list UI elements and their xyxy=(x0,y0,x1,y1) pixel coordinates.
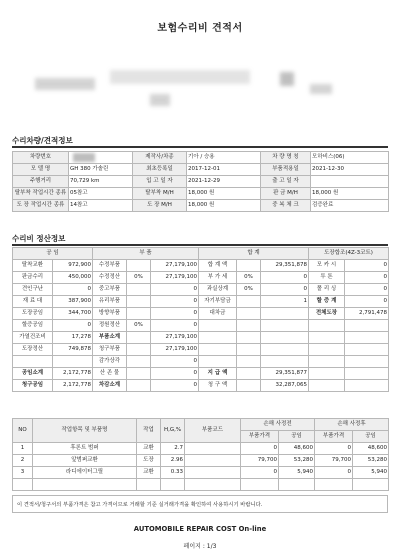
cost-value: 29,351,878 xyxy=(261,260,309,272)
cost-value xyxy=(345,380,389,392)
cost-label: 청 구 액 xyxy=(199,380,237,392)
cost-value: 0 xyxy=(345,296,389,308)
cost-rate xyxy=(127,284,151,296)
items-header-work: 작업 xyxy=(137,419,161,443)
cost-value: 0 xyxy=(261,272,309,284)
items-header-name: 작업항목 및 부품명 xyxy=(33,419,137,443)
cost-label xyxy=(309,332,345,344)
cost-label: 청구공임 xyxy=(13,380,53,392)
cost-value xyxy=(345,344,389,356)
cost-value xyxy=(345,356,389,368)
vehicle-info-label: 차 량 명 칭 xyxy=(261,152,311,164)
vehicle-info-value: 2021-12-29 xyxy=(187,176,261,188)
cost-rate xyxy=(237,260,261,272)
cost-rate xyxy=(127,332,151,344)
cost-label: 청구부품 xyxy=(93,344,127,356)
cost-value: 0 xyxy=(151,368,199,380)
vehicle-info-row xyxy=(13,164,389,176)
cost-header-total: 합 계 xyxy=(199,248,309,260)
vehicle-info-value: 18,000 원 xyxy=(311,188,389,200)
redacted-header-block xyxy=(35,78,95,90)
cost-value: 27,179,100 xyxy=(151,344,199,356)
vehicle-info-value: 70,729 km xyxy=(69,176,133,188)
items-header-mh: H,G,% xyxy=(161,419,185,443)
cost-label: 차감소계 xyxy=(93,380,127,392)
work-item-work xyxy=(137,479,161,491)
vehicle-info-label: 차량번호 xyxy=(13,152,69,164)
cost-rate: 0% xyxy=(127,320,151,332)
vehicle-info-value: 검증완료 xyxy=(311,200,389,212)
cost-row xyxy=(13,320,389,332)
cost-value: 2,791,478 xyxy=(345,308,389,320)
cost-rate xyxy=(127,368,151,380)
cost-label: 유리부품 xyxy=(93,296,127,308)
cost-label: 판금수리 xyxy=(13,272,53,284)
cost-rate xyxy=(127,260,151,272)
vehicle-info-value: 모하비스(06) xyxy=(311,152,389,164)
cost-label xyxy=(309,344,345,356)
vehicle-info-label: 도 장 작업시간 종류 xyxy=(13,200,69,212)
cost-value: 344,700 xyxy=(53,308,93,320)
cost-value: 1 xyxy=(261,296,309,308)
cost-label: 수정정산 xyxy=(93,272,127,284)
cost-value: 0 xyxy=(151,380,199,392)
cost-value: 0 xyxy=(53,320,93,332)
cost-value: 2,172,778 xyxy=(53,380,93,392)
vehicle-info-value: 14참고 xyxy=(69,200,133,212)
work-item-code xyxy=(185,443,241,455)
cost-value: 749,878 xyxy=(53,344,93,356)
work-item-code xyxy=(185,455,241,467)
cost-label: 가열건조비 xyxy=(13,332,53,344)
document-title: 보험수리비 견적서 xyxy=(157,23,243,34)
work-item-work: 교환 xyxy=(137,467,161,479)
work-item-no: 1 xyxy=(13,443,33,455)
cost-value xyxy=(345,320,389,332)
cost-label: 견인구난 xyxy=(13,284,53,296)
cost-rate xyxy=(237,308,261,320)
vehicle-info-value: GH 380 가솔린 xyxy=(69,164,133,176)
vehicle-info-label: 제작사/차종 xyxy=(133,152,187,164)
vehicle-info-label: 입 고 일 자 xyxy=(133,176,187,188)
work-item-mh xyxy=(161,479,185,491)
redacted-header-block xyxy=(110,70,250,84)
work-item-mh: 2.7 xyxy=(161,443,185,455)
vehicle-info-label: 출 고 일 자 xyxy=(261,176,311,188)
work-item-sa-parts xyxy=(241,479,279,491)
work-item-sb-parts: 0 xyxy=(315,467,353,479)
vehicle-info-label: 탈부착 작업시간 종류 xyxy=(13,188,69,200)
work-item-row xyxy=(13,455,389,467)
vehicle-info-label: 부품적용일 xyxy=(261,164,311,176)
cost-rate xyxy=(237,344,261,356)
cost-value: 0 xyxy=(151,284,199,296)
work-item-work: 도장 xyxy=(137,455,161,467)
cost-rate xyxy=(237,380,261,392)
items-header-before-parts: 부품가격 xyxy=(241,431,279,443)
work-item-sb-parts: 0 xyxy=(315,443,353,455)
work-item-mh: 2.96 xyxy=(161,455,185,467)
cost-rate xyxy=(237,356,261,368)
cost-rate xyxy=(127,380,151,392)
cost-label: 도장공임 xyxy=(13,308,53,320)
work-item-row xyxy=(13,467,389,479)
work-item-sb-parts xyxy=(315,479,353,491)
cost-section-rule xyxy=(12,244,388,246)
disclaimer-note: 이 견적서/청구서의 부품가격은 참고 가격이므로 거래할 기준 실거래가격을 확인하여 사용하시기 바랍니다. xyxy=(12,495,388,513)
cost-value xyxy=(261,320,309,332)
cost-rate xyxy=(127,296,151,308)
work-item-sa-labor xyxy=(279,479,315,491)
vehicle-info-row xyxy=(13,200,389,212)
cost-label xyxy=(309,368,345,380)
cost-label xyxy=(199,332,237,344)
vehicle-info-value: 18,000 원 xyxy=(187,188,261,200)
cost-label: 모 카 시 xyxy=(309,260,345,272)
cost-value: 450,000 xyxy=(53,272,93,284)
cost-header-paint: 도장합조(4Z-3코트) xyxy=(309,248,389,260)
cost-rate xyxy=(127,344,151,356)
cost-row xyxy=(13,260,389,272)
work-item-row xyxy=(13,479,389,491)
vehicle-section-rule xyxy=(12,146,388,148)
cost-value: 0 xyxy=(151,320,199,332)
cost-row xyxy=(13,380,389,392)
work-item-mh: 0.33 xyxy=(161,467,185,479)
cost-label xyxy=(13,356,53,368)
cost-label xyxy=(199,344,237,356)
cost-label xyxy=(199,320,237,332)
work-item-sa-parts: 0 xyxy=(241,443,279,455)
cost-label: 재 료 대 xyxy=(13,296,53,308)
work-item-sb-labor: 53,280 xyxy=(353,455,389,467)
cost-label: 정원정산 xyxy=(93,320,127,332)
cost-row xyxy=(13,368,389,380)
cost-label: 합 계 액 xyxy=(199,260,237,272)
cost-value xyxy=(261,356,309,368)
work-item-sa-labor: 48,600 xyxy=(279,443,315,455)
cost-value: 0 xyxy=(151,356,199,368)
cost-rate xyxy=(237,368,261,380)
cost-value xyxy=(345,368,389,380)
cost-value: 0 xyxy=(53,284,93,296)
cost-label: 공임소계 xyxy=(13,368,53,380)
cost-label: 폴 리 싱 xyxy=(309,284,345,296)
work-item-sa-labor: 5,940 xyxy=(279,467,315,479)
work-item-name: 후론트 범퍼 xyxy=(33,443,137,455)
vehicle-info-label: 도 장 M/H xyxy=(133,200,187,212)
vehicle-info-label: 판 금 M/H xyxy=(261,188,311,200)
work-item-sb-labor xyxy=(353,479,389,491)
vehicle-info-label: 주행거리 xyxy=(13,176,69,188)
vehicle-info-label: 탈부착 M/H xyxy=(133,188,187,200)
cost-value: 0 xyxy=(345,272,389,284)
vehicle-info-value: 05참고 xyxy=(69,188,133,200)
items-header-code: 부품코드 xyxy=(185,419,241,443)
vehicle-info-row xyxy=(13,152,389,164)
cost-value xyxy=(261,332,309,344)
cost-rate: 0% xyxy=(237,284,261,296)
work-item-sa-parts: 0 xyxy=(241,467,279,479)
cost-value: 29,351,877 xyxy=(261,368,309,380)
vehicle-info-value: 2017-12-01 xyxy=(187,164,261,176)
cost-rate xyxy=(237,296,261,308)
vehicle-info-value xyxy=(69,152,133,164)
cost-value xyxy=(53,356,93,368)
work-item-code xyxy=(185,479,241,491)
items-header-after-labor: 공임 xyxy=(353,431,389,443)
cost-label: 산 존 물 xyxy=(93,368,127,380)
cost-label xyxy=(199,356,237,368)
cost-value: 0 xyxy=(261,284,309,296)
cost-header-parts: 부 품 xyxy=(93,248,199,260)
cost-value xyxy=(261,344,309,356)
cost-value: 387,900 xyxy=(53,296,93,308)
cost-row xyxy=(13,356,389,368)
vehicle-section-title: 수리차량/견적정보 xyxy=(12,136,73,145)
cost-value: 972,900 xyxy=(53,260,93,272)
cost-label: 할증공임 xyxy=(13,320,53,332)
cost-label: 과실상계 xyxy=(199,284,237,296)
cost-section-title: 수리비 정산정보 xyxy=(12,234,66,243)
work-item-sb-labor: 5,940 xyxy=(353,467,389,479)
cost-rate: 0% xyxy=(237,272,261,284)
redacted-header-block xyxy=(150,94,170,106)
work-item-name: 라디에이터그릴 xyxy=(33,467,137,479)
cost-value: 17,278 xyxy=(53,332,93,344)
vehicle-info-value xyxy=(311,176,389,188)
vehicle-info-label: 최초등록일 xyxy=(133,164,187,176)
cost-row xyxy=(13,284,389,296)
cost-value xyxy=(261,308,309,320)
vehicle-info-value: 기아 / 승용 xyxy=(187,152,261,164)
cost-value: 2,172,778 xyxy=(53,368,93,380)
cost-value: 27,179,100 xyxy=(151,272,199,284)
cost-settlement-table xyxy=(12,247,389,392)
cost-label: 할 증 계 xyxy=(309,296,345,308)
cost-value: 0 xyxy=(345,260,389,272)
work-item-row xyxy=(13,443,389,455)
cost-value: 0 xyxy=(345,284,389,296)
cost-rate xyxy=(237,332,261,344)
page-indicator: 페이지 : 1/3 xyxy=(183,543,217,550)
cost-value: 27,179,100 xyxy=(151,260,199,272)
cost-label: 수정부품 xyxy=(93,260,127,272)
cost-label xyxy=(309,356,345,368)
cost-label: 탈착교환 xyxy=(13,260,53,272)
work-item-sa-parts: 79,700 xyxy=(241,455,279,467)
redacted-header-block xyxy=(310,84,332,94)
cost-label: 대차금 xyxy=(199,308,237,320)
cost-row xyxy=(13,308,389,320)
items-header-before: 손해 사정전 xyxy=(241,419,315,431)
cost-label: 중고부품 xyxy=(93,284,127,296)
vehicle-info-value: 2021-12-30 xyxy=(311,164,389,176)
cost-row xyxy=(13,296,389,308)
redacted-plate-number xyxy=(73,153,95,162)
work-item-sb-parts: 79,700 xyxy=(315,455,353,467)
cost-value xyxy=(345,332,389,344)
cost-value: 27,179,100 xyxy=(151,332,199,344)
cost-label: 감가상각 xyxy=(93,356,127,368)
work-item-name: 앞범퍼교환 xyxy=(33,455,137,467)
cost-value: 32,287,065 xyxy=(261,380,309,392)
vehicle-info-table xyxy=(12,151,389,212)
cost-label: 도장정산 xyxy=(13,344,53,356)
cost-value: 0 xyxy=(151,308,199,320)
vehicle-info-value: 18,000 원 xyxy=(187,200,261,212)
work-item-no: 3 xyxy=(13,467,33,479)
cost-label: 부품소계 xyxy=(93,332,127,344)
items-header-before-labor: 공임 xyxy=(279,431,315,443)
cost-label: 투 톤 xyxy=(309,272,345,284)
cost-label: 방향부품 xyxy=(93,308,127,320)
work-item-work: 교환 xyxy=(137,443,161,455)
cost-label: 부 가 세 xyxy=(199,272,237,284)
redacted-header-block xyxy=(280,72,294,86)
cost-rate: 0% xyxy=(127,272,151,284)
items-header-after: 손해 사정후 xyxy=(315,419,389,431)
work-item-sb-labor: 48,600 xyxy=(353,443,389,455)
brand-footer: AUTOMOBILE REPAIR COST On-line xyxy=(133,525,267,533)
cost-row xyxy=(13,332,389,344)
work-item-name xyxy=(33,479,137,491)
vehicle-info-label: 중 복 체 크 xyxy=(261,200,311,212)
cost-label xyxy=(309,320,345,332)
cost-label: 전체도장 xyxy=(309,308,345,320)
items-header-after-parts: 부품가격 xyxy=(315,431,353,443)
cost-label xyxy=(309,380,345,392)
vehicle-info-row xyxy=(13,176,389,188)
work-item-code xyxy=(185,467,241,479)
cost-label: 지 급 액 xyxy=(199,368,237,380)
vehicle-info-row xyxy=(13,188,389,200)
cost-rate xyxy=(127,308,151,320)
cost-value: 0 xyxy=(151,296,199,308)
cost-row xyxy=(13,272,389,284)
work-items-table xyxy=(12,418,389,491)
vehicle-info-label: 모 델 명 xyxy=(13,164,69,176)
cost-rate xyxy=(237,320,261,332)
cost-rate xyxy=(127,356,151,368)
cost-label: 자기부담금 xyxy=(199,296,237,308)
items-header-no: NO xyxy=(13,419,33,443)
work-item-no xyxy=(13,479,33,491)
work-item-no: 2 xyxy=(13,455,33,467)
cost-row xyxy=(13,344,389,356)
work-item-sa-labor: 53,280 xyxy=(279,455,315,467)
cost-header-labor: 공 임 xyxy=(13,248,93,260)
